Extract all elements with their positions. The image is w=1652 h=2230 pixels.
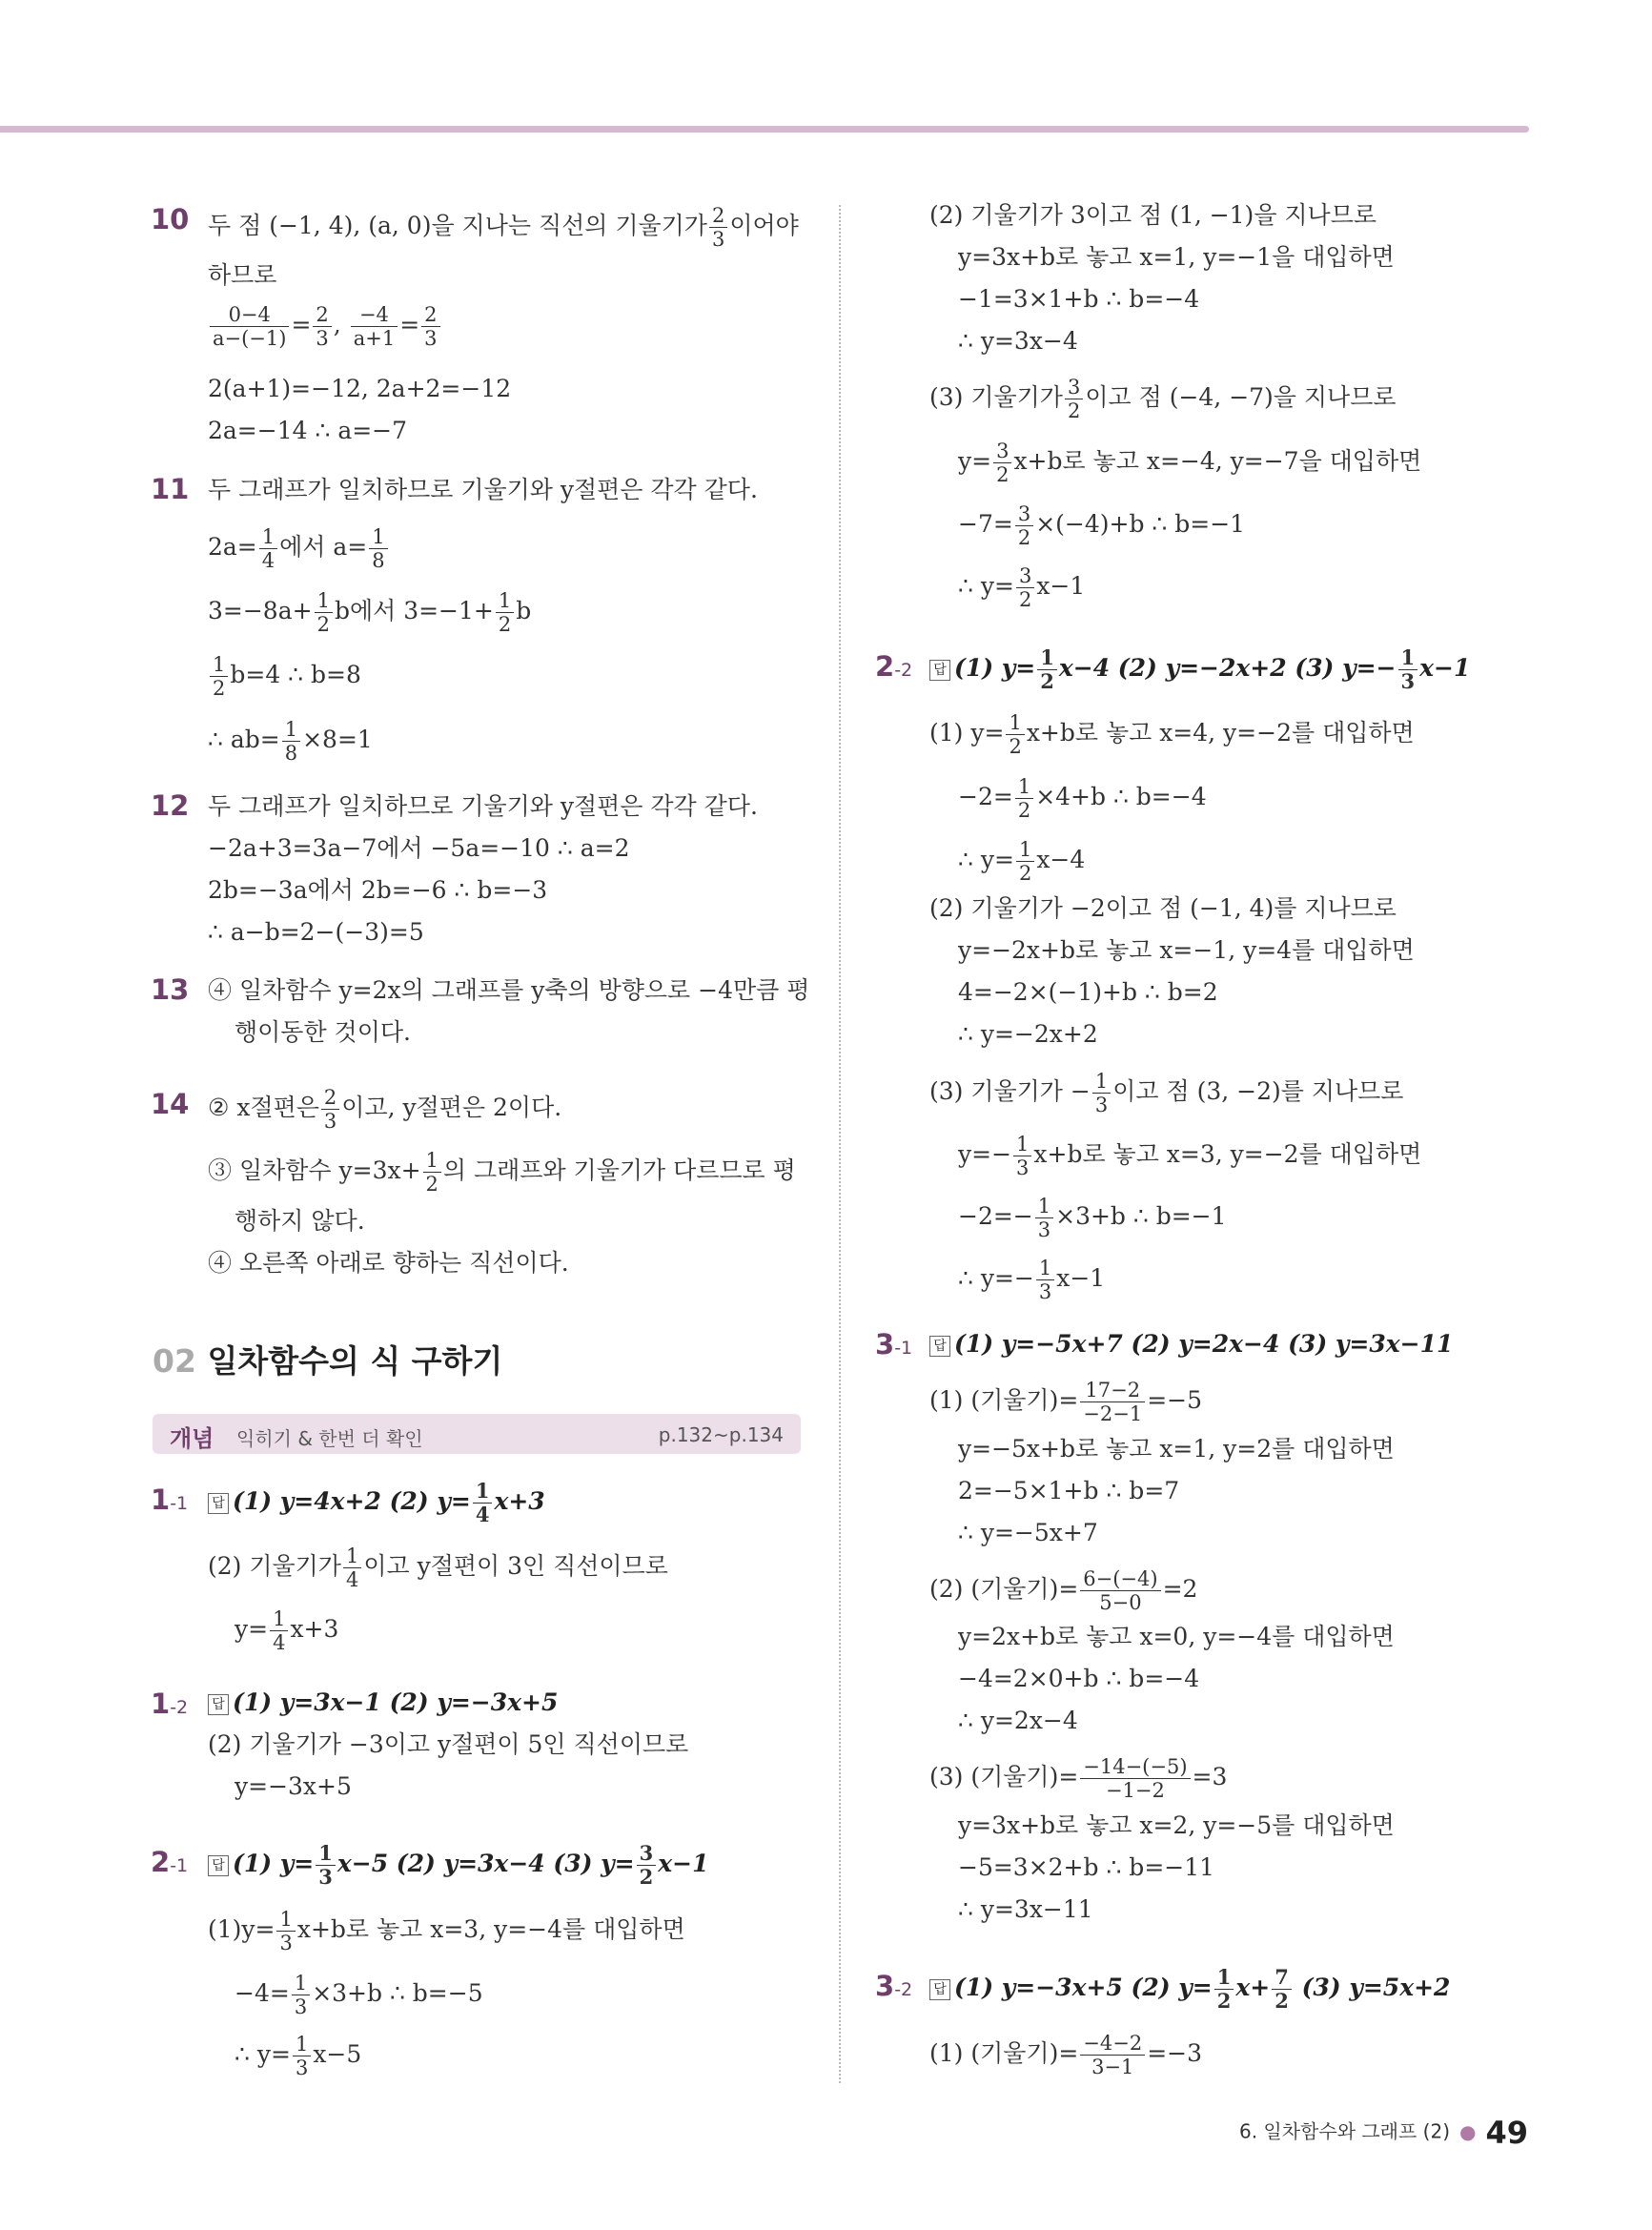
p12-line2: −2a+3=3a−7에서 −5a=−10 ∴ a=2: [208, 834, 630, 862]
p12-line4: ∴ a−b=2−(−3)=5: [208, 918, 424, 946]
q22-line2: −2= $\frac{1}{2}$ ×4+b ∴ b=−4: [958, 775, 1207, 822]
problem-number-12: 12: [151, 789, 190, 822]
q31-line9: (3) (기울기)= $\frac{-14-(-5)}{-1-2}$ =3: [929, 1755, 1228, 1802]
q31-line2: y=−5x+b로 놓고 x=1, y=2를 대입하면: [958, 1435, 1395, 1463]
q22-line11: ∴ y=− $\frac{1}{3}$ x−1: [958, 1257, 1106, 1303]
p12-line3: 2b=−3a에서 2b=−6 ∴ b=−3: [208, 876, 548, 904]
page-footer: [1239, 2115, 1528, 2151]
q31-line11: −5=3×2+b ∴ b=−11: [958, 1853, 1215, 1881]
q22-line7: ∴ y=−2x+2: [958, 1020, 1098, 1048]
concept-pages: p.132~p.134: [658, 1423, 784, 1446]
problem-number-2-1: 2-1: [151, 1846, 189, 1878]
bullet-icon: ●: [1459, 2119, 1477, 2143]
q21-line3: ∴ y= $\frac{1}{3}$ x−5: [235, 2033, 362, 2079]
q31-line1: (1) (기울기)= $\frac{17-2}{-2-1}$ =−5: [929, 1379, 1202, 1425]
problem-number-3-1: 3-1: [875, 1328, 913, 1361]
column-divider: [839, 205, 841, 2083]
top-rule: [0, 126, 1529, 133]
q31-line7: −4=2×0+b ∴ b=−4: [958, 1665, 1200, 1692]
concept-bar: [153, 1414, 801, 1454]
c1-line8: ∴ y= $\frac{3}{2}$ x−1: [958, 564, 1086, 611]
problem-number-11: 11: [151, 473, 190, 505]
q22-line3: ∴ y= $\frac{1}{2}$ x−4: [958, 838, 1086, 885]
p11-line4: $\frac{1}{2}$ b=4 ∴ b=8: [208, 653, 361, 700]
answer-mark: 답: [208, 1493, 229, 1514]
q12-answer: 답 (1) y=3x−1 (2) y=−3x+5: [208, 1687, 558, 1719]
problem-number-13: 13: [151, 973, 190, 1006]
problem-number-1-2: 1-2: [151, 1688, 189, 1720]
fraction-f10a: $\frac{0-4}{a-(-1)}$: [210, 303, 289, 350]
p10-line3: $\frac{0-4}{a-(-1)}$ = $\frac{2}{3}$ , $\frac{-4}{a+1}$ = $\frac{2}{3}$: [208, 303, 442, 350]
q22-line8: (3) 기울기가 − $\frac{1}{3}$ 이고 점 (3, −2)를 지나므로: [929, 1070, 1404, 1116]
p10-line1-text: 두 점 (−1, 4), (a, 0)을 지나는 직선의 기울기가: [208, 212, 707, 239]
p14-line4: ④ 오른쪽 아래로 향하는 직선이다.: [208, 1249, 569, 1277]
p13-line2: 행이동한 것이다.: [235, 1018, 411, 1046]
q31-line10: y=3x+b로 놓고 x=2, y=−5를 대입하면: [958, 1811, 1395, 1839]
q31-line12: ∴ y=3x−11: [958, 1895, 1093, 1923]
section-title: [153, 1337, 502, 1381]
q12-line1: (2) 기울기가 −3이고 y절편이 5인 직선이므로: [208, 1730, 689, 1758]
q31-answer: 답 (1) y=−5x+7 (2) y=2x−4 (3) y=3x−11: [929, 1328, 1453, 1361]
q22-line5: y=−2x+b로 놓고 x=−1, y=4를 대입하면: [958, 936, 1415, 964]
p11-line2: 2a= $\frac{1}{4}$ 에서 a= $\frac{1}{8}$: [208, 525, 390, 572]
q21-line1: (1)y= $\frac{1}{3}$ x+b로 놓고 x=3, y=−4를 대입하면: [208, 1908, 685, 1954]
c1-line4: ∴ y=3x−4: [958, 327, 1078, 355]
p11-line3: 3=−8a+ $\frac{1}{2}$ b에서 3=−1+ $\frac{1}{2}$ b: [208, 589, 532, 636]
section-number: 02: [153, 1342, 196, 1380]
q11-answer: 답 (1) y=4x+2 (2) y= $\frac{1}{4}$ x+3: [208, 1480, 545, 1526]
q32-line1: (1) (기울기)= $\frac{-4-2}{3-1}$ =−3: [929, 2032, 1202, 2078]
c1-line1: (2) 기울기가 3이고 점 (1, −1)을 지나므로: [929, 201, 1377, 229]
q22-line4: (2) 기울기가 −2이고 점 (−1, 4)를 지나므로: [929, 894, 1397, 922]
concept-subtitle: 익히기 & 한번 더 확인: [236, 1427, 423, 1450]
p11-line1: 두 그래프가 일치하므로 기울기와 y절편은 각각 같다.: [208, 476, 758, 503]
q31-line5: (2) (기울기)= $\frac{6-(-4)}{5-0}$ =2: [929, 1567, 1198, 1614]
p14-line3: 행하지 않다.: [235, 1207, 365, 1235]
problem-number-3-2: 3-2: [875, 1970, 913, 2002]
problem-number-1-1: 1-1: [151, 1483, 189, 1516]
p12-line1: 두 그래프가 일치하므로 기울기와 y절편은 각각 같다.: [208, 792, 758, 820]
q21-line2: −4= $\frac{1}{3}$ ×3+b ∴ b=−5: [235, 1972, 483, 2018]
problem-number-2-2: 2-2: [875, 650, 913, 683]
q31-line3: 2=−5×1+b ∴ b=7: [958, 1477, 1180, 1504]
c1-line5: (3) 기울기가 $\frac{3}{2}$ 이고 점 (−4, −7)을 지나므로: [929, 376, 1397, 422]
q32-answer: 답 (1) y=−3x+5 (2) y= $\frac{1}{2}$ x+ $\frac{7}{2}$ (3) y=5x+2: [929, 1966, 1450, 2013]
p10-line1: 두 점 (−1, 4), (a, 0)을 지나는 직선의 기울기가 $\frac{2}{3}$ 이어야: [208, 204, 799, 251]
p10-line5: 2a=−14 ∴ a=−7: [208, 417, 408, 444]
page-number: 49: [1485, 2115, 1528, 2151]
footer-chapter: 6. 일차함수와 그래프 (2): [1238, 2119, 1451, 2143]
q31-line8: ∴ y=2x−4: [958, 1707, 1078, 1734]
p11-line5: ∴ ab= $\frac{1}{8}$ ×8=1: [208, 718, 373, 765]
c1-line7: −7= $\frac{3}{2}$ ×(−4)+b ∴ b=−1: [958, 502, 1246, 549]
c1-line2: y=3x+b로 놓고 x=1, y=−1을 대입하면: [958, 243, 1395, 271]
q22-line10: −2=− $\frac{1}{3}$ ×3+b ∴ b=−1: [958, 1195, 1227, 1241]
c1-line3: −1=3×1+b ∴ b=−4: [958, 285, 1200, 313]
problem-number-10: 10: [151, 203, 190, 235]
q22-answer: 답 (1) y= $\frac{1}{2}$ x−4 (2) y=−2x+2 (3) y=− $\frac{1}{3}$ x−1: [929, 646, 1470, 693]
p13-line1: ④ 일차함수 y=2x의 그래프를 y축의 방향으로 −4만큼 평: [208, 976, 810, 1004]
section-title-text: 일차함수의 식 구하기: [207, 1342, 503, 1380]
q22-line9: y=− $\frac{1}{3}$ x+b로 놓고 x=3, y=−2를 대입하면: [958, 1133, 1422, 1179]
fraction-f10b: $\frac{-4}{a+1}$: [351, 303, 398, 350]
q11-line1: (2) 기울기가 $\frac{1}{4}$ 이고 y절편이 3인 직선이므로: [208, 1545, 668, 1591]
p10-line4: 2(a+1)=−12, 2a+2=−12: [208, 375, 512, 402]
q31-line4: ∴ y=−5x+7: [958, 1519, 1098, 1546]
p10-line2: 하므로: [208, 261, 277, 289]
problem-number-14: 14: [151, 1088, 190, 1120]
q22-line1: (1) y= $\frac{1}{2}$ x+b로 놓고 x=4, y=−2를 대입하면: [929, 711, 1415, 758]
q11-line2: y= $\frac{1}{4}$ x+3: [235, 1607, 339, 1654]
c1-line6: y= $\frac{3}{2}$ x+b로 놓고 x=−4, y=−7을 대입하면: [958, 440, 1422, 486]
p14-line1: ② x절편은 $\frac{2}{3}$ 이고, y절편은 2이다.: [208, 1086, 562, 1133]
fraction-two-thirds: $\frac{2}{3}$: [709, 204, 727, 251]
q12-line2: y=−3x+5: [235, 1772, 352, 1800]
q22-line6: 4=−2×(−1)+b ∴ b=2: [958, 978, 1218, 1006]
q21-answer: 답 (1) y= $\frac{1}{3}$ x−5 (2) y=3x−4 (3) y= $\frac{3}{2}$ x−1: [208, 1842, 709, 1889]
p14-line2: ③ 일차함수 y=3x+ $\frac{1}{2}$ 의 그래프와 기울기가 다르므로 평: [208, 1149, 796, 1196]
concept-label: 개념: [170, 1425, 214, 1452]
q31-line6: y=2x+b로 놓고 x=0, y=−4를 대입하면: [958, 1623, 1395, 1650]
